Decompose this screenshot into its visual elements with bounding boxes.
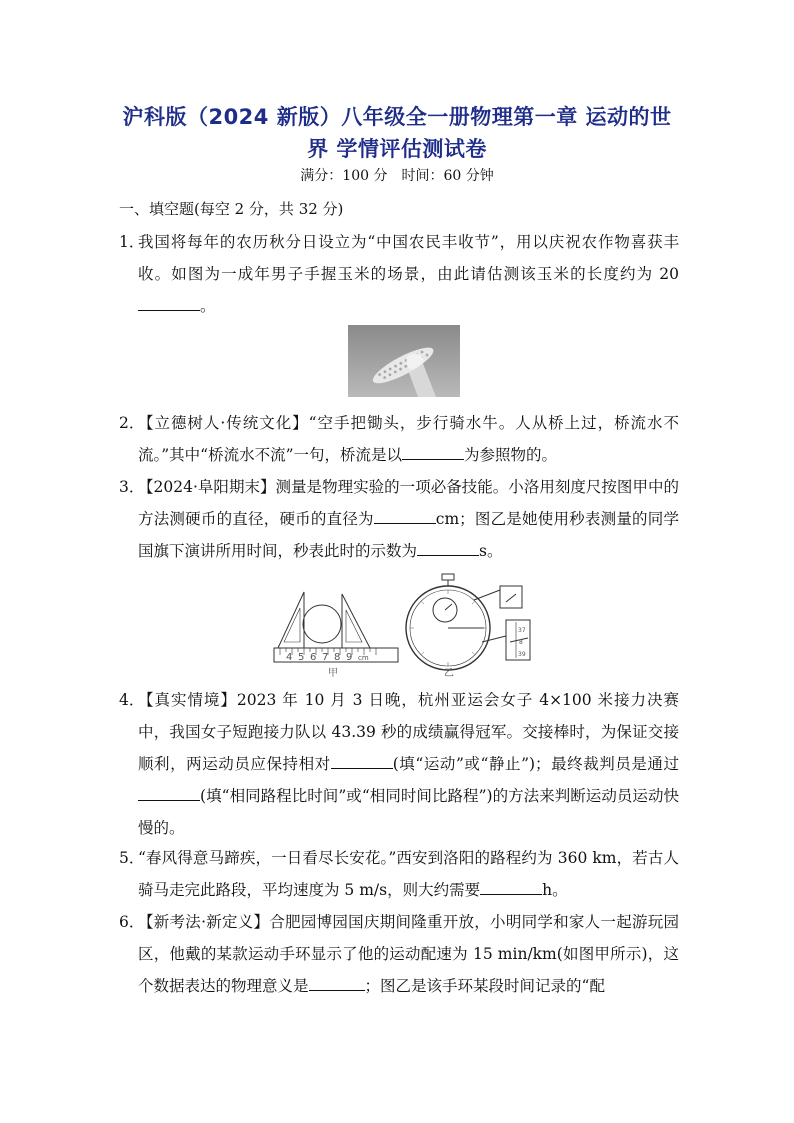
question-tag: 【2024·阜阳期末】	[138, 478, 276, 496]
question-text: 【真实情境】2023 年 10 月 3 日晚，杭州亚运会女子 4×100 米接力决赛中，我国女子短跑接力队以 43.39 秒的成绩赢得冠军。交接棒时，为保证交接顺利，两运动员应保持相对	[138, 691, 679, 773]
exam-title-line2: 界 学情评估测试卷	[307, 137, 487, 161]
dial-label: 37	[518, 627, 526, 634]
answer-blank[interactable]	[309, 972, 365, 991]
dial-label: 39	[518, 651, 526, 658]
question-5	[119, 842, 679, 906]
question-6	[119, 906, 679, 1002]
question-number: 3．	[119, 478, 145, 496]
question-text: 我国将每年的农历秋分日设立为“中国农民丰收节”，用以庆祝农作物喜获丰收。如图为一成年男子手握玉米的场景，由此请估测该玉米的长度约为 20	[138, 233, 679, 283]
figure-label-left: 甲	[328, 668, 338, 679]
question-text: 为参照物的。	[464, 446, 558, 464]
question-number: 5．	[119, 849, 145, 867]
question-number: 1．	[119, 233, 145, 251]
answer-blank[interactable]	[374, 505, 436, 524]
question-text: s。	[479, 542, 503, 560]
question-4	[119, 684, 679, 844]
answer-blank[interactable]	[331, 750, 393, 769]
ruler-tick-label: 7	[322, 652, 329, 663]
exam-meta: 满分：100 分 时间：60 分钟	[300, 168, 494, 184]
answer-blank[interactable]	[480, 876, 542, 895]
question-text: 【立德树人·传统文化】“空手把锄头，步行骑水牛。人从桥上过，桥流水不流。”其中“桥流水不流”一句，桥流是以	[138, 414, 679, 464]
ruler-tick-label: 6	[310, 652, 317, 663]
stopwatch-figure	[406, 574, 530, 670]
section-heading: 一、填空题(每空 2 分，共 32 分)	[119, 200, 344, 218]
corn-photo	[348, 325, 460, 397]
question-text: 【新考法·新定义】合肥园博园国庆期间隆重开放，小明同学和家人一起游玩园区，他戴的某款运动手环显示了他的运动配速为 15 min/km(如图甲所示)，这个数据表达的物理意义是	[138, 913, 679, 995]
question-number: 4．	[119, 691, 145, 709]
dial-label: 8	[519, 639, 523, 646]
ruler-tick-label: 5	[298, 652, 305, 663]
question-text: h。	[542, 881, 568, 899]
ruler-tick-label: 9	[346, 652, 353, 663]
figure-label-right: 乙	[444, 668, 454, 679]
ruler-tick-label: 8	[334, 652, 341, 663]
question-text: “春风得意马蹄疾，一日看尽长安花。”西安到洛阳的路程约为 360 km，若古人骑马走完此路段，平均速度为 5 m/s，则大约需要	[138, 849, 679, 899]
ruler-tick-label: 4	[286, 652, 293, 663]
question-text: (填“相同路程比时间”或“相同时间比路程”)的方法来判断运动员运动快慢的。	[138, 787, 679, 837]
answer-blank[interactable]	[417, 537, 479, 556]
question-text: ；图乙是该手环某段时间记录的“配	[364, 977, 605, 995]
question-number: 2．	[119, 414, 145, 432]
question-2	[119, 407, 679, 471]
exam-title-line1: 沪科版（2024 新版）八年级全一册物理第一章 运动的世	[122, 105, 672, 129]
answer-blank[interactable]	[402, 441, 464, 460]
ruler-unit-label: cm	[358, 654, 369, 662]
question-number: 6．	[119, 913, 145, 931]
question-1	[119, 226, 679, 322]
answer-blank[interactable]	[138, 782, 200, 801]
question-text: cm；图乙是她使用秒表测量的同学国旗下演讲所用时间，秒表此时的示数为	[138, 510, 679, 560]
question-text: 测量是物理实验的一项必备技能。小洛用刻度尺按图甲中的方法测硬币的直径，硬币的直径为	[138, 478, 679, 528]
answer-blank[interactable]	[138, 292, 200, 311]
question-3-figure	[270, 572, 540, 680]
question-text: (填“运动”或“静止”)；最终裁判员是通过	[392, 755, 679, 773]
question-3	[119, 471, 679, 567]
question-text: 。	[200, 297, 216, 315]
